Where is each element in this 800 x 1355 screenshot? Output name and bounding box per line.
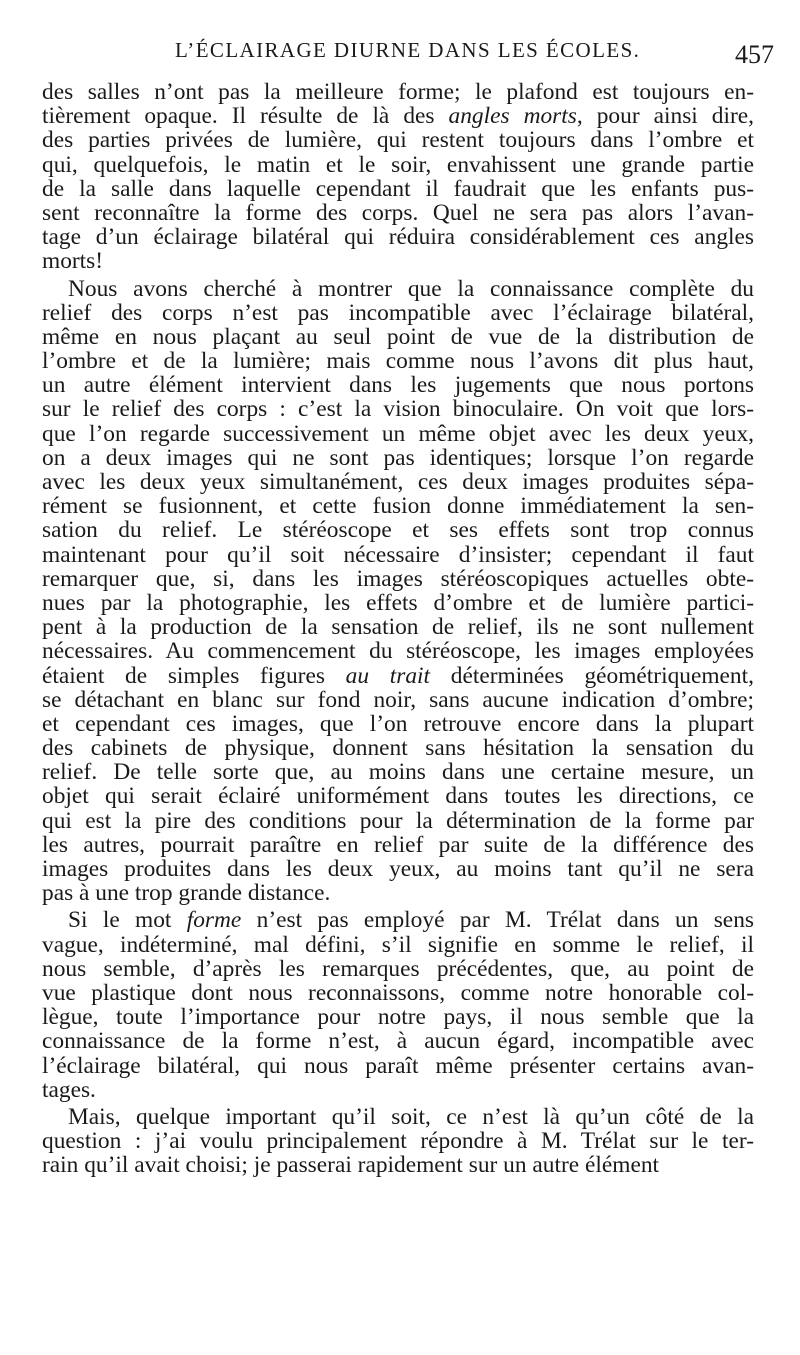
paragraph — [42, 908, 754, 1102]
body-text — [42, 80, 754, 1177]
text-line: et cependant ces images, que l’on retrouve encore dans la plupart — [42, 711, 754, 737]
text-line: morts! — [42, 249, 104, 274]
text-line: que l’on regarde successivement un même objet avec les deux yeux, — [42, 421, 754, 446]
text-line: Nous avons cherché à montrer que la connaissance complète du — [68, 276, 754, 301]
page-header — [40, 38, 780, 78]
text-line: un autre élément intervient dans les jugements que nous portons — [42, 373, 754, 398]
text-line: qui est la pire des conditions pour la détermination de la forme par — [42, 808, 754, 833]
text-line: pent à la production de la sensation de relief, ils ne sont nullement — [42, 615, 754, 640]
text-line: sation du relief. Le stéréoscope et ses effets sont trop connus — [42, 518, 754, 543]
text-line: maintenant pour qu’il soit nécessaire d’insister; cependant il faut — [42, 542, 754, 567]
text-line: des parties privées de lumière, qui restent toujours dans l’ombre et — [42, 128, 754, 153]
running-title: L’ÉCLAIRAGE DIURNE DANS LES ÉCOLES. — [175, 38, 641, 62]
text-line: tages. — [42, 1077, 96, 1102]
text-line: rément se fusionnent, et cette fusion donne immédiatement la sen- — [42, 494, 754, 519]
text-line: vague, indéterminé, mal défini, s’il signifie en somme le relief, il — [42, 932, 754, 957]
text-line: étaient de simples figures au trait déterminées géométriquement, — [42, 663, 754, 688]
text-line: remarquer que, si, dans les images stéréoscopiques actuelles obte- — [42, 566, 754, 591]
text-line: avec les deux yeux simultanément, ces deux images produites sépa- — [42, 470, 754, 495]
text-line: des cabinets de physique, donnent sans hésitation la sensation du — [42, 736, 754, 761]
text-line: Mais, quelque important qu’il soit, ce n’est là qu’un côté de la — [68, 1104, 754, 1130]
text-line: des salles n’ont pas la meilleure forme; le plafond est toujours en- — [42, 80, 754, 105]
text-line: images produites dans les deux yeux, au moins tant qu’il ne sera — [42, 857, 754, 882]
paragraph — [42, 277, 754, 906]
text-line: rain qu’il avait choisi; je passerai rapidement sur un autre élément — [42, 1153, 660, 1178]
text-line: de la salle dans laquelle cependant il faudrait que les enfants pus- — [42, 176, 754, 201]
text-line: objet qui serait éclairé uniformément dans toutes les directions, ce — [42, 784, 754, 809]
text-line: on a deux images qui ne sont pas identiques; lorsque l’on regarde — [42, 445, 754, 470]
text-line: les autres, pourrait paraître en relief par suite de la différence des — [42, 832, 754, 857]
text-line: Si le mot forme n’est pas employé par M. Trélat dans un sens — [68, 908, 754, 933]
text-line: nous semble, d’après les remarques précédentes, que, au point de — [42, 956, 754, 981]
text-line: tièrement opaque. Il résulte de là des angles morts, pour ainsi dire, — [42, 104, 754, 129]
text-line: lègue, toute l’importance pour notre pays, il nous semble que la — [42, 1005, 754, 1030]
text-line: relief des corps n’est pas incompatible avec l’éclairage bilatéral, — [42, 300, 754, 325]
text-line: connaissance de la forme n’est, à aucun égard, incompatible avec — [42, 1029, 754, 1054]
text-line: sent reconnaître la forme des corps. Quel ne sera pas alors l’avan- — [42, 200, 754, 226]
text-line: même en nous plaçant au seul point de vue de la distribution de — [42, 324, 754, 350]
text-line: pas à une trop grande distance. — [42, 881, 331, 906]
text-line: question : j’ai voulu principalement répondre à M. Trélat sur le ter- — [42, 1129, 754, 1154]
text-line: vue plastique dont nous reconnaissons, comme notre honorable col- — [42, 980, 754, 1006]
text-line: l’éclairage bilatéral, qui nous paraît même présenter certains avan- — [42, 1053, 754, 1078]
text-line: l’ombre et de la lumière; mais comme nous l’avons dit plus haut, — [42, 349, 754, 374]
text-line: tage d’un éclairage bilatéral qui réduira considérablement ces angles — [42, 225, 754, 250]
text-line: sur le relief des corps : c’est la vision binoculaire. On voit que lors- — [42, 397, 754, 422]
page-number: 457 — [735, 40, 774, 69]
paragraph — [42, 80, 754, 274]
text-line: qui, quelquefois, le matin et le soir, envahissent une grande partie — [42, 152, 754, 177]
text-line: se détachant en blanc sur fond noir, sans aucune indication d’ombre; — [42, 687, 754, 712]
text-line: nécessaires. Au commencement du stéréoscope, les images employées — [42, 639, 754, 664]
paragraph — [42, 1105, 754, 1178]
text-line: relief. De telle sorte que, au moins dans une certaine mesure, un — [42, 760, 754, 785]
text-line: nues par la photographie, les effets d’ombre et de lumière partici- — [42, 590, 754, 616]
